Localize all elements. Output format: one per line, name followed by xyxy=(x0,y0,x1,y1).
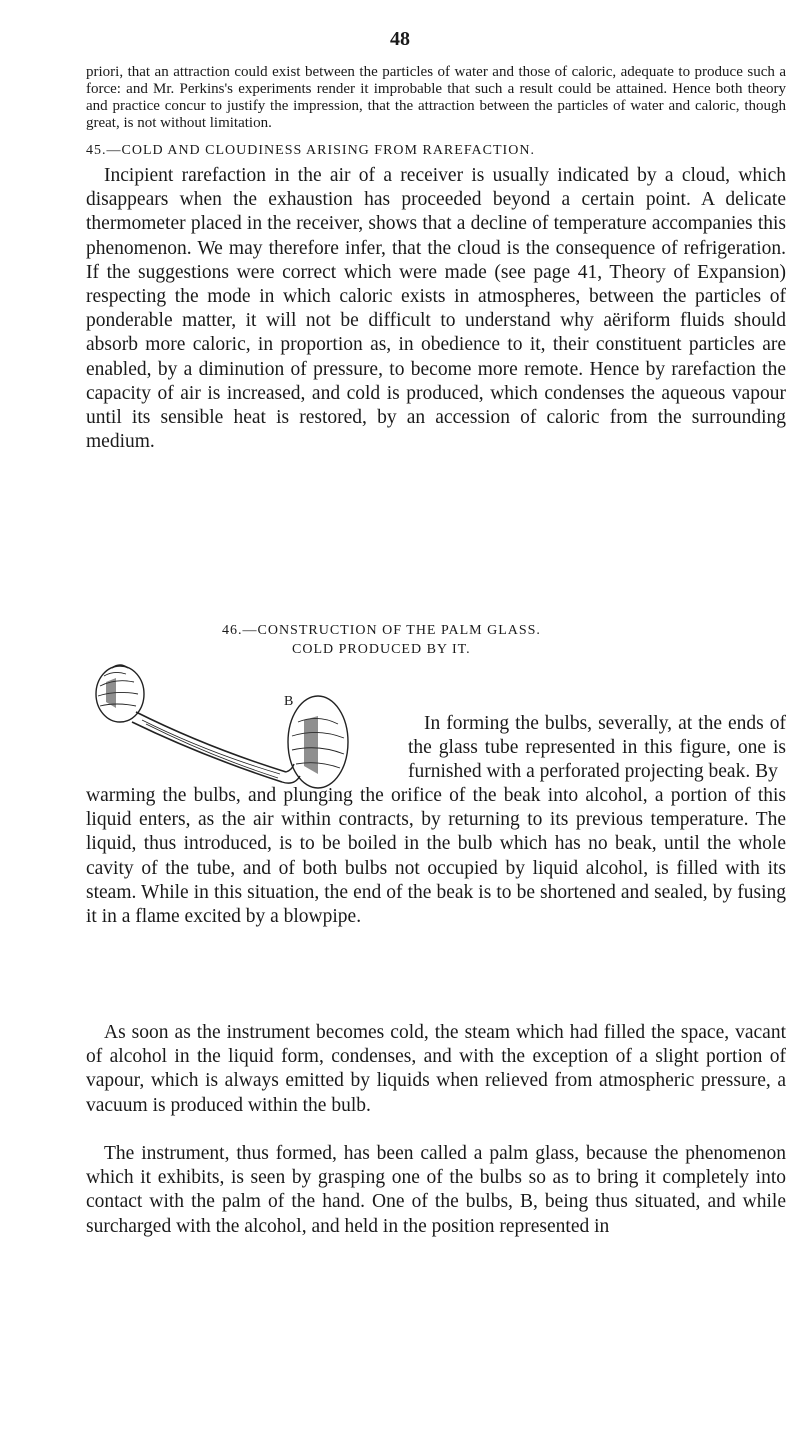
section-46-paragraph-3: The instrument, thus formed, has been called a palm glass, because the phenomenon which it exhibits, is seen by grasping one of the bulbs so as to bring it completely into contact with the palm of the hand. One of the bulbs, B, being thus situated, and while surcharged with the alcohol, and held in the position represented in xyxy=(86,1143,786,1237)
section-45-body: Incipient rarefaction in the air of a receiver is usually indicated by a cloud, which disappears when the exhaustion has proceeded beyond a certain point. A delicate thermometer placed in the receiver, shows that a decline of temperature accompanies this phenomenon. We may therefore infer, that the cloud is the consequence of refrigeration. If the suggestions were correct which were made (see page 41, Theory of Expansion) respecting the mode in which caloric exists in atmospheres, between the particles of ponderable matter, it will not be difficult to understand why aëriform fluids should absorb more caloric, in proportion as, in obedience to it, their constituent particles are enabled, by a diminution of pressure, to become more remote. Hence by rarefaction the capacity of air is increased, and cold is produced, which condenses the aqueous vapour until its sensible heat is restored, by an accession of caloric from the surrounding medium. xyxy=(86,165,786,453)
section-46-float-text: In forming the bulbs, severally, at the ends of the glass tube represented in this figure, one is furnished with a perforated projecting beak. By xyxy=(408,713,786,783)
section-46-heading: 46.—CONSTRUCTION OF THE PALM GLASS. xyxy=(222,623,541,638)
intro-paragraph: priori, that an attraction could exist between the particles of water and those of caloric, adequate to produce such a force: and Mr. Perkins's experiments render it improbable that such a result could be attained. Hence both theory and practice concur to justify the impression, that the attraction between the particles of water and caloric, though great, is not without limitation. xyxy=(86,64,786,131)
page-number: 48 xyxy=(390,28,410,50)
section-46-paragraph-2: As soon as the instrument becomes cold, the steam which had filled the space, vacant of alcohol in the liquid form, condenses, and with the exception of a slight portion of vapour, which is always emitted by liquids when relieved from atmospheric pressure, a vacuum is produced within the bulb. xyxy=(86,1022,786,1116)
section-45-heading: 45.—COLD AND CLOUDINESS ARISING FROM RAREFACTION. xyxy=(86,143,535,158)
section-46-continuation: warming the bulbs, and plunging the orifice of the beak into alcohol, a portion of this liquid enters, as the air within contracts, by returning to its previous temperature. The liquid, thus introduced, is to be boiled in the bulb which has no beak, until the whole cavity of the tube, and of both bulbs not occupied by liquid alcohol, is filled with its steam. While in this situation, the end of the beak is to be shortened and sealed, by fusing it in a flame excited by a blowpipe. xyxy=(86,785,786,928)
figure-label-b: B xyxy=(284,694,294,709)
section-46-subheading: COLD PRODUCED BY IT. xyxy=(292,642,471,657)
